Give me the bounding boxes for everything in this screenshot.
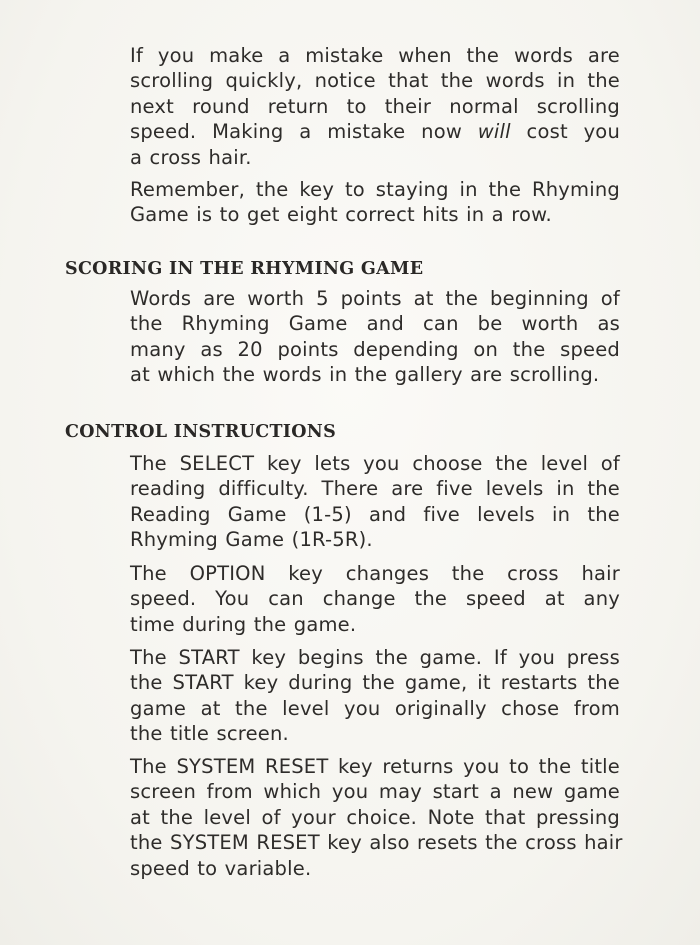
mistake-paragraph [130, 43, 620, 170]
text-line: scrolling quickly, notice that the words in the [130, 69, 620, 93]
scoring-heading: SCORING IN THE RHYMING GAME [65, 259, 424, 279]
emphasis-word: will [477, 120, 511, 144]
system-reset-paragraph [130, 754, 623, 881]
text-line: speed. You can change the speed at any [130, 587, 620, 611]
text-line: many as 20 points depending on the speed [130, 337, 620, 361]
text-line: Words are worth 5 points at the beginning of [130, 287, 620, 310]
text-line: game at the level you originally chose from [130, 696, 620, 720]
text-line: screen from which you may start a new game [130, 780, 620, 804]
text-line: The START key begins the game. If you press [130, 646, 620, 669]
start-key-paragraph [130, 645, 620, 747]
option-key-paragraph [130, 561, 620, 637]
text-line: The OPTION key changes the cross hair [130, 562, 620, 585]
text-line: Reading Game (1-5) and five levels in the [130, 502, 620, 526]
text-line: at the level of your choice. Note that pressing [130, 805, 620, 829]
text-line: The SYSTEM RESET key returns you to the title [130, 755, 620, 778]
remember-paragraph [130, 177, 620, 228]
text-line: Rhyming Game (1R-5R). [130, 528, 373, 552]
text-line: reading difficulty. There are five levels in the [130, 477, 620, 501]
text-line: next round return to their normal scrolling [130, 94, 620, 118]
text-line: Game is to get eight correct hits in a row. [130, 203, 552, 227]
text-line [130, 119, 620, 144]
text-line: speed to variable. [130, 856, 312, 880]
text-line: The SELECT key lets you choose the level of [130, 452, 620, 475]
text-line: the START key during the game, it restarts the [130, 671, 620, 695]
text-line: time during the game. [130, 612, 357, 636]
text-line: Remember, the key to staying in the Rhyming [130, 178, 620, 201]
text-line: the SYSTEM RESET key also resets the cross hair [130, 831, 623, 855]
text-line: the title screen. [130, 722, 289, 746]
select-key-paragraph [130, 451, 620, 553]
scoring-paragraph [130, 286, 620, 388]
text-line: If you make a mistake when the words are [130, 44, 620, 67]
text-line: at which the words in the gallery are scrolling. [130, 363, 600, 387]
text-line: a cross hair. [130, 145, 252, 169]
text-segment: speed. Making a mistake now [130, 120, 478, 144]
text-line: the Rhyming Game and can be worth as [130, 312, 620, 336]
control-heading: CONTROL INSTRUCTIONS [65, 422, 337, 442]
text-segment: cost you [510, 120, 620, 144]
